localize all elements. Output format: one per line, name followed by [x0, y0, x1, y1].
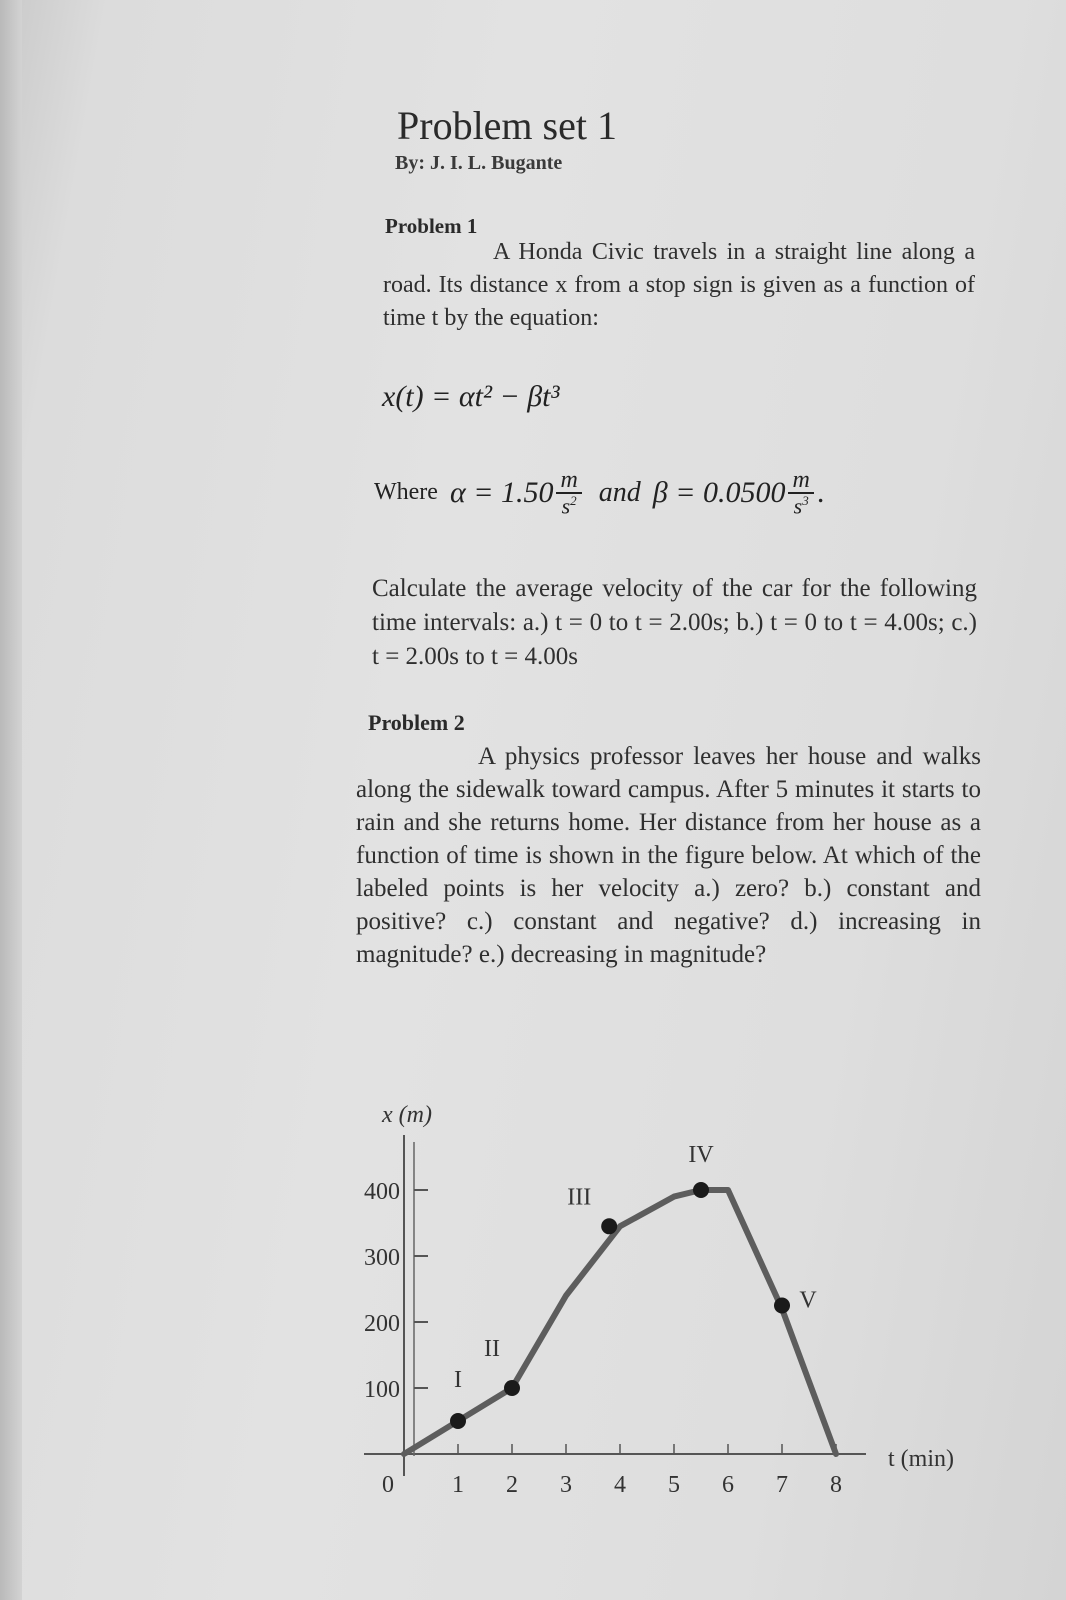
problem-1-constants: Where α = 1.50 $\frac{m}{s^2}$ and β = 0.0500 $\frac{m}{s^3}$ . — [374, 467, 825, 519]
data-point-i — [450, 1413, 466, 1429]
where-label: Where — [374, 479, 438, 506]
x-tick-label: 1 — [452, 1472, 464, 1498]
point-label-v: V — [799, 1287, 817, 1314]
x-tick-label: 8 — [830, 1472, 842, 1498]
x-tick-label: 3 — [560, 1472, 572, 1498]
x-tick-label: 0 — [382, 1472, 394, 1498]
author-byline: By: J. I. L. Bugante — [395, 152, 563, 174]
data-point-ii — [504, 1380, 520, 1396]
y-tick-label: 400 — [364, 1179, 400, 1205]
and-label: and — [598, 476, 641, 508]
x-tick-label: 7 — [776, 1472, 788, 1498]
alpha-unit-denominator: $s^2$ — [561, 493, 577, 519]
problem-1-equation: x(t) = αt² − βt³ — [382, 380, 560, 413]
point-label-iv: IV — [688, 1142, 714, 1168]
y-tick-label: 200 — [364, 1311, 400, 1337]
problem-1-heading: Problem 1 — [385, 214, 478, 238]
alpha-unit-numerator: m — [556, 468, 581, 494]
problem-1-intro-text: A Honda Civic travels in a straight line along a road. Its distance x from a stop sign is given as a function of time t by the equation: — [383, 239, 975, 331]
data-point-v — [774, 1298, 790, 1314]
point-label-ii: II — [484, 1336, 500, 1362]
point-label-i: I — [454, 1367, 462, 1393]
data-point-iv — [693, 1182, 709, 1198]
beta-unit — [788, 468, 813, 517]
y-axis-label: x (m) — [382, 1102, 432, 1128]
x-tick-label: 4 — [614, 1472, 626, 1498]
page-title: Problem set 1 — [397, 103, 617, 148]
problem-2-heading: Problem 2 — [368, 710, 465, 735]
problem-2-text — [356, 740, 981, 971]
series-line — [404, 1190, 836, 1454]
alpha-unit — [556, 468, 581, 517]
y-tick-label: 100 — [364, 1377, 400, 1403]
beta-unit-denominator: $s^3$ — [793, 493, 809, 519]
page-edge-shadow — [0, 0, 22, 1600]
problem-1-intro — [383, 236, 975, 335]
problem-1-question: Calculate the average velocity of the car for the following time intervals: a.) t = 0 to t = 2.00s; b.) t = 0 to t = 4.00s; c.) t = 2.00s to t = 4.00s — [372, 575, 977, 670]
data-point-iii — [601, 1218, 617, 1234]
x-tick-label: 5 — [668, 1472, 680, 1498]
point-label-iii: III — [567, 1184, 592, 1211]
beta-value: β = 0.0500 — [652, 475, 786, 509]
x-tick-label: 2 — [506, 1472, 518, 1498]
position-time-graph — [340, 1100, 1000, 1520]
x-axis-label: t (min) — [888, 1446, 954, 1472]
beta-unit-numerator: m — [788, 468, 813, 494]
x-tick-label: 6 — [722, 1472, 734, 1498]
alpha-value: α = 1.50 — [449, 475, 554, 509]
y-tick-label: 300 — [364, 1245, 400, 1271]
problem-2-body: A physics professor leaves her house and walks along the sidewalk toward campus. After 5 minutes it starts to rain and she returns home. Her distance from her house as a function of time is shown in the figure below. At which of the labeled points is her velocity a.) zero? b.) constant and positive? c.) constant and negative? d.) increasing in magnitude? e.) decreasing in magnitude? — [356, 743, 981, 968]
